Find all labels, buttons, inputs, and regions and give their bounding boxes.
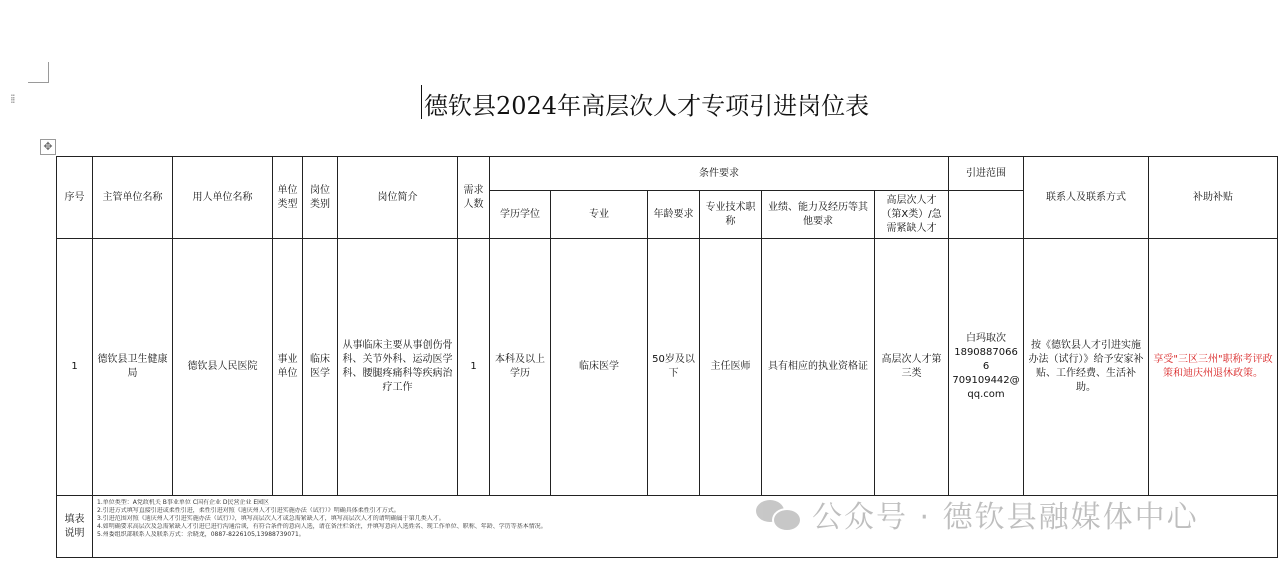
page-corner-mark <box>28 62 49 83</box>
note-line: 5.州委组织部联系人及联系方式：余晓龙，0887-8226105,13988739071。 <box>97 531 305 538</box>
header-authority: 主管单位名称 <box>93 157 173 239</box>
header-age: 年龄要求 <box>648 191 700 239</box>
note-line: 2.引进方式填写直接引进或柔性引进，柔性引进对照《迪庆州人才引进实施办法（试行）》明确具体柔性引才方式。 <box>97 507 400 514</box>
cell-other-req[interactable]: 具有相应的执业资格证 <box>762 239 875 496</box>
header-title-req: 专业技术职称 <box>700 191 762 239</box>
header-conditions: 条件要求 <box>490 157 949 191</box>
header-contact: 联系人及联系方式 <box>1024 157 1149 239</box>
cell-no[interactable]: 1 <box>57 239 93 496</box>
table-move-handle-icon[interactable]: ✥ <box>40 139 56 155</box>
cell-unit-type[interactable]: 事业单位 <box>273 239 303 496</box>
header-post-intro: 岗位简介 <box>338 157 458 239</box>
header-education: 学历学位 <box>490 191 551 239</box>
wechat-icon <box>756 496 800 532</box>
header-scope: 引进范围 <box>949 157 1024 191</box>
header-other-req: 业绩、能力及经历等其他要求 <box>762 191 875 239</box>
cell-age[interactable]: 50岁及以下 <box>648 239 700 496</box>
text-cursor <box>421 85 422 119</box>
notes-label: 填表说明 <box>57 496 93 558</box>
cell-headcount[interactable]: 1 <box>458 239 490 496</box>
header-headcount: 需求人数 <box>458 157 490 239</box>
cell-title-req[interactable]: 主任医师 <box>700 239 762 496</box>
cell-remarks[interactable]: 享受"三区三州"职称考评政策和迪庆州退休政策。 <box>1149 239 1278 496</box>
cell-post-intro[interactable]: 从事临床主要从事创伤骨科、关节外科、运动医学科、腰腿疼痛科等疾病治疗工作 <box>338 239 458 496</box>
cell-post-type[interactable]: 临床医学 <box>303 239 338 496</box>
header-subsidy: 补助补贴 <box>1149 157 1278 239</box>
cell-education[interactable]: 本科及以上学历 <box>490 239 551 496</box>
cell-scope[interactable]: 高层次人才第三类 <box>875 239 949 496</box>
watermark-text: 公众号 · 德钦县融媒体中心 <box>812 500 1199 535</box>
table-row <box>57 239 1278 496</box>
watermark <box>756 492 1199 536</box>
header-employer: 用人单位名称 <box>173 157 273 239</box>
header-scope-sub: 高层次人才（第X类）/急需紧缺人才 <box>875 191 949 239</box>
cell-authority[interactable]: 德钦县卫生健康局 <box>93 239 173 496</box>
note-line: 1.单位类型：A党政机关 B事业单位 C国有企业 D民营企业 E园区 <box>97 499 270 506</box>
cell-contact[interactable]: 白玛取次 18908870666 709109442@qq.com <box>949 239 1024 496</box>
header-post-type: 岗位类别 <box>303 157 338 239</box>
note-line: 4.如明确要求高层次及急需紧缺人才引进已进行沟通洽谈，有符合条件的意向人选，请在备注栏备注，并填写意向人选姓名、现工作单位、职称、年龄、学历等基本情况。 <box>97 523 547 530</box>
note-line: 3.引进范围对照《迪庆州人才引进实施办法（试行）》，填写高层次人才或急需紧缺人才，填写高层次人才的请明确属于第几类人才。 <box>97 515 445 522</box>
paragraph-drag-handle-icon[interactable]: ⁞⁞ <box>10 92 14 106</box>
header-unit-type: 单位类型 <box>273 157 303 239</box>
header-major: 专业 <box>551 191 648 239</box>
cell-subsidy[interactable]: 按《德钦县人才引进实施办法（试行）》给予安家补贴、工作经费、生活补助。 <box>1024 239 1149 496</box>
document-title[interactable]: 德钦县2024年高层次人才专项引进岗位表 <box>424 92 870 120</box>
cell-major[interactable]: 临床医学 <box>551 239 648 496</box>
header-no: 序号 <box>57 157 93 239</box>
cell-employer[interactable]: 德钦县人民医院 <box>173 239 273 496</box>
